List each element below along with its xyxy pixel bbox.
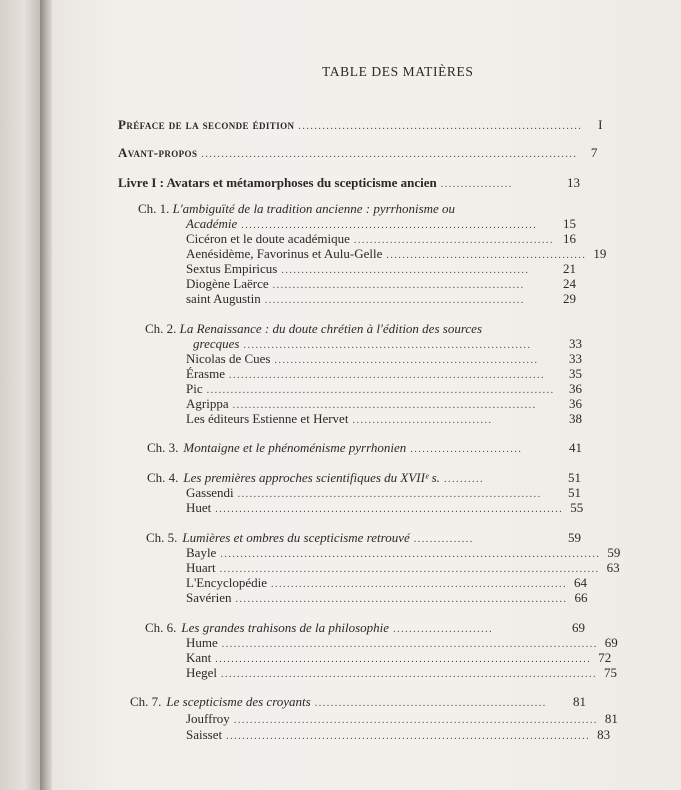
page-number: 75 [604, 665, 618, 680]
page-number: 13 [567, 175, 580, 190]
dot-leader: .......................................................................... [271, 579, 568, 590]
left-page-edge [0, 0, 44, 790]
page-number: 69 [572, 620, 585, 635]
page-number: 63 [606, 560, 620, 575]
dot-leader: ....................................................................... [298, 121, 583, 132]
page-number: 19 [593, 246, 607, 261]
toc-entry-preface [118, 117, 603, 134]
dot-leader: ................................... [352, 415, 493, 426]
entry-label: Agrippa [186, 396, 229, 411]
dot-leader: ............................................................................ [232, 400, 537, 411]
chapter-number: Ch. 4. [147, 470, 179, 485]
dot-leader: ................................................................. [264, 295, 525, 306]
page-number: 59 [607, 545, 621, 560]
page-number: 16 [563, 231, 576, 246]
chapter-number: Ch. 5. [146, 530, 178, 545]
chapter-title: Les premières approches scientifiques du XVIIᵉ s. [183, 470, 440, 485]
page-number: 33 [569, 351, 582, 366]
dot-leader: ............................................................................ [237, 489, 542, 500]
page-number: 83 [597, 727, 611, 742]
dot-leader: ......................... [393, 624, 494, 635]
entry-label: Savérien [186, 590, 232, 605]
entry-label: Hegel [186, 665, 218, 680]
page-number: 51 [568, 485, 581, 500]
dot-leader: .......................................................... [314, 698, 547, 709]
dot-leader: .................. [440, 179, 513, 190]
toc-entry-chapter-7 [130, 694, 586, 711]
entry-label: Jouffroy [186, 711, 230, 726]
toc-entry-chapter-3 [147, 440, 582, 457]
dot-leader: .............................................................................................. [201, 149, 578, 160]
page-number: 21 [563, 261, 576, 276]
page-number: 81 [573, 694, 586, 709]
page-number: 29 [563, 291, 576, 306]
page-number: 36 [569, 396, 582, 411]
page-number: 51 [568, 470, 581, 485]
page-number: 72 [598, 650, 612, 665]
dot-leader: ........................................................................................... [233, 715, 598, 726]
entry-label: Cicéron et le doute académique [186, 231, 350, 246]
page-number: 15 [563, 216, 576, 231]
dot-leader: .......................................................................... [241, 220, 538, 231]
chapter-title: Le scepticisme des croyants [166, 694, 311, 709]
dot-leader: ............................................................................................... [220, 549, 601, 560]
page-number: 7 [590, 145, 598, 160]
chapter-1-heading [138, 201, 455, 216]
chapter-2-heading [145, 321, 482, 336]
page-number: 36 [569, 381, 582, 396]
toc-item [186, 291, 576, 308]
chapter-title: Montaigne et le phénoménisme pyrrhonien [183, 440, 407, 455]
entry-label: Aenésidème, Favorinus et Aulu-Gelle [186, 246, 383, 261]
entry-label: saint Augustin [186, 291, 261, 306]
toc-item [186, 590, 588, 607]
entry-label: Pic [186, 381, 203, 396]
dot-leader: .............................................................................................. [221, 669, 598, 680]
dot-leader: ....................................................................................... [206, 385, 555, 396]
dot-leader: ............................................................... [272, 280, 525, 291]
chapter-number: Ch. 6. [145, 620, 177, 635]
chapter-number: Ch. 2. [145, 321, 177, 336]
toc-entry-avant-propos [118, 145, 598, 162]
dot-leader: ....................................................................................... [215, 504, 564, 515]
page-number: 81 [604, 711, 618, 726]
chapter-number: Ch. 7. [130, 694, 162, 709]
entry-label: Huart [186, 560, 216, 575]
entry-label: Livre I : Avatars et métamorphoses du scepticisme ancien [118, 175, 437, 190]
dot-leader: ............................ [410, 444, 523, 455]
page-number: 35 [569, 366, 582, 381]
entry-label: Kant [186, 650, 212, 665]
chapter-title-line-2: Académie [186, 216, 238, 231]
entry-label: Préface de la seconde édition [118, 117, 295, 132]
dot-leader: ............................................................................... [228, 370, 545, 381]
page-number: 24 [563, 276, 576, 291]
dot-leader: ................................................................................... [235, 594, 568, 605]
dot-leader: .............................................................................................. [221, 639, 598, 650]
dot-leader: ........................................................................................... [226, 731, 591, 742]
entry-label: Hume [186, 635, 218, 650]
toc-entry-livre-1 [118, 175, 580, 192]
entry-label: Avant-propos [118, 145, 198, 160]
entry-label: Bayle [186, 545, 217, 560]
page-number: I [598, 117, 603, 132]
dot-leader: .............................................................. [281, 265, 530, 276]
entry-label: Sextus Empiricus [186, 261, 278, 276]
entry-label: Diogène Laërce [186, 276, 269, 291]
toc-item [186, 665, 618, 682]
toc-title: TABLE DES MATIÈRES [322, 64, 474, 79]
page-number: 69 [604, 635, 618, 650]
dot-leader: .................................................................. [274, 355, 539, 366]
entry-label: Gassendi [186, 485, 234, 500]
toc-item [186, 500, 584, 517]
entry-label: Érasme [186, 366, 225, 381]
dot-leader: .............................................................................................. [215, 654, 592, 665]
chapter-number: Ch. 1. [138, 201, 170, 216]
page-number: 33 [569, 336, 582, 351]
chapter-title: Lumières et ombres du scepticisme retrouvé [182, 530, 410, 545]
page-number: 41 [569, 440, 582, 455]
chapter-title-line-1: L'ambiguïté de la tradition ancienne : pyrrhonisme ou [172, 201, 456, 216]
page-number: 64 [574, 575, 588, 590]
entry-label: Les éditeurs Estienne et Hervet [186, 411, 349, 426]
chapter-title: Les grandes trahisons de la philosophie [181, 620, 390, 635]
dot-leader: .................................................. [386, 250, 587, 261]
dot-leader: .......... [443, 474, 484, 485]
entry-label: Saisset [186, 727, 223, 742]
chapter-title-line-1: La Renaissance : du doute chrétien à l'édition des sources [179, 321, 482, 336]
page-number: 66 [574, 590, 588, 605]
page-number: 55 [570, 500, 584, 515]
chapter-title-line-2: grecques [193, 336, 240, 351]
dot-leader: ............................................................................................... [219, 564, 600, 575]
table-of-contents-page [52, 0, 681, 790]
dot-leader: .................................................. [353, 235, 554, 246]
page-number: 38 [569, 411, 582, 426]
entry-label: L'Encyclopédie [186, 575, 268, 590]
toc-item [186, 411, 582, 428]
entry-label: Nicolas de Cues [186, 351, 271, 366]
entry-label: Huet [186, 500, 212, 515]
toc-item [186, 727, 611, 744]
dot-leader: ........................................................................ [243, 340, 532, 351]
chapter-number: Ch. 3. [147, 440, 179, 455]
toc-item [186, 711, 618, 728]
dot-leader: ............... [413, 534, 474, 545]
page-number: 59 [568, 530, 581, 545]
